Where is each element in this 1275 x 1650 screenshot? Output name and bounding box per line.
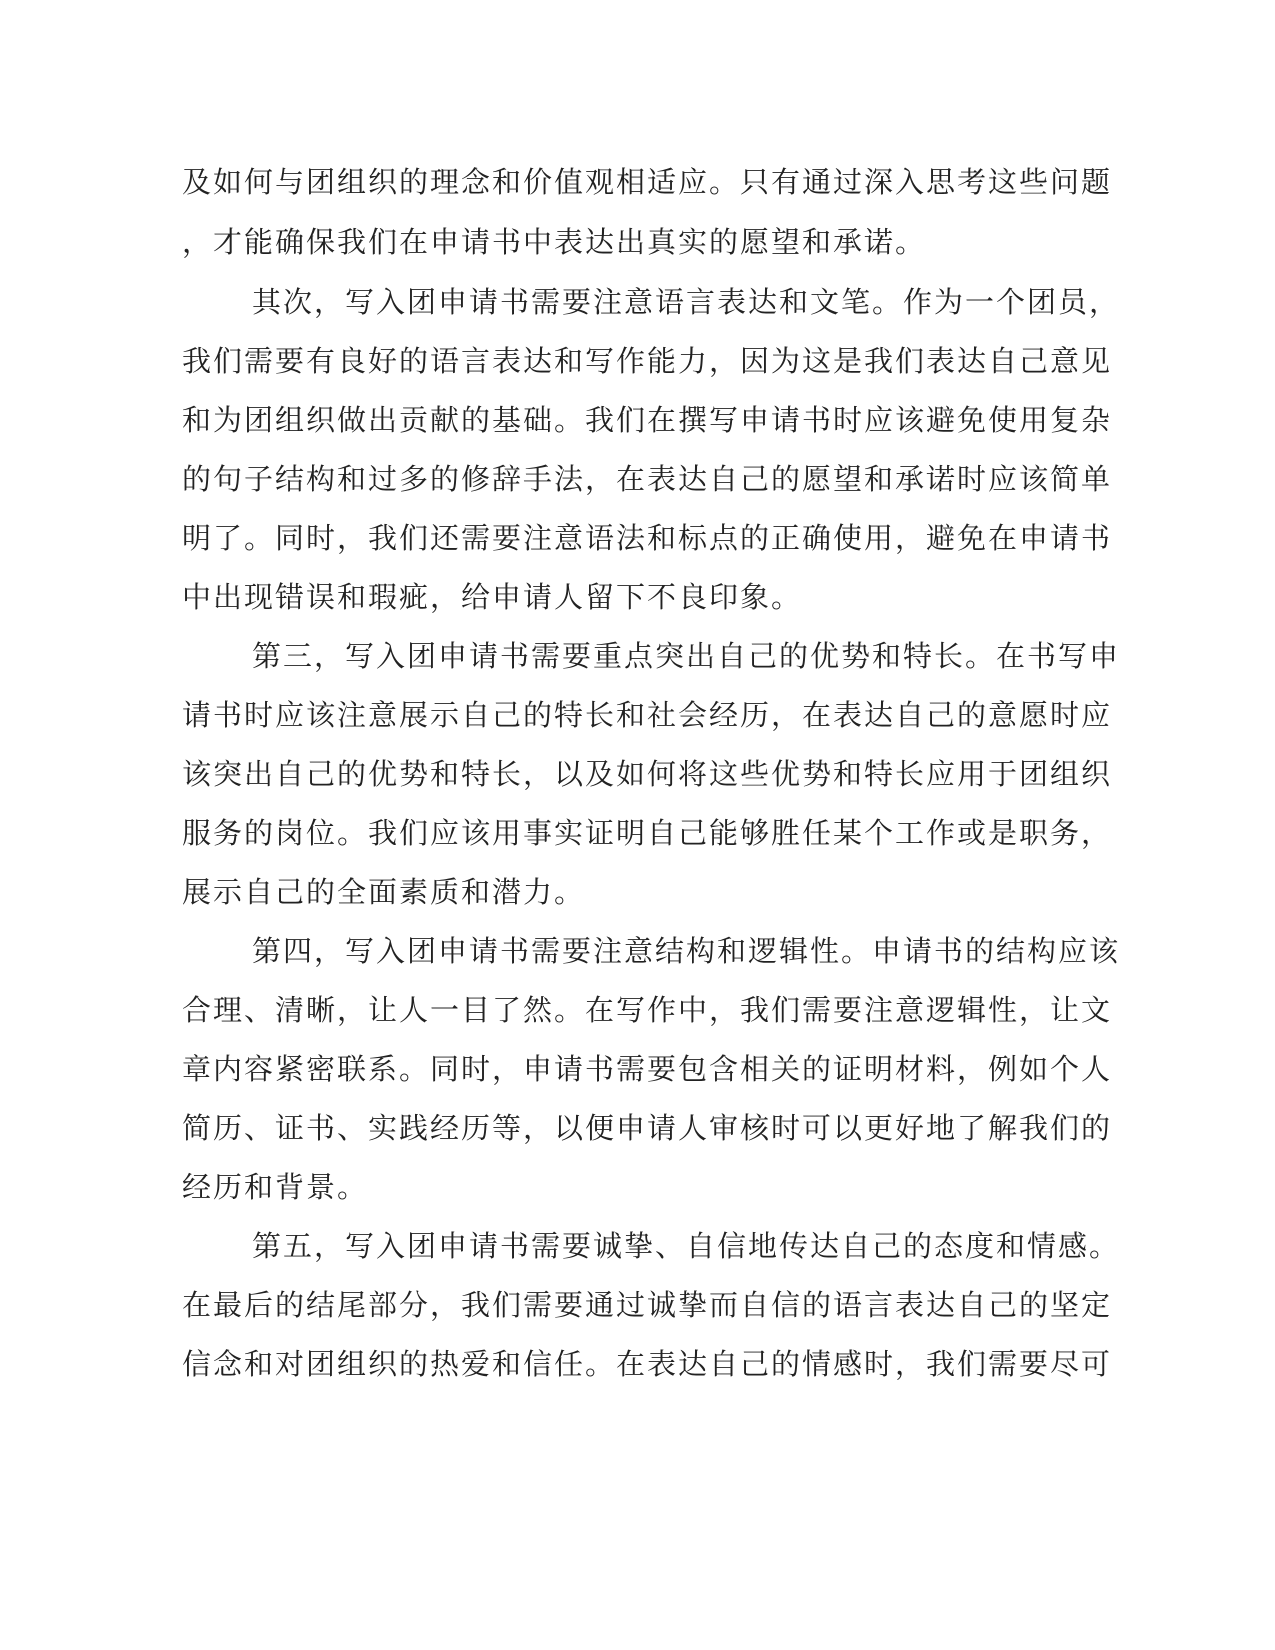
text-line: 在最后的结尾部分，我们需要通过诚挚而自信的语言表达自己的坚定 bbox=[182, 1288, 1113, 1322]
paragraph-start-line: 第三，写入团申请书需要重点突出自己的优势和特长。在书写申 bbox=[252, 639, 1121, 673]
text-line: 中出现错误和瑕疵，给申请人留下不良印象。 bbox=[182, 580, 803, 614]
text-line: 的句子结构和过多的修辞手法，在表达自己的愿望和承诺时应该简单 bbox=[182, 462, 1113, 496]
text-line: 该突出自己的优势和特长，以及如何将这些优势和特长应用于团组织 bbox=[182, 757, 1113, 791]
text-line: 及如何与团组织的理念和价值观相适应。只有通过深入思考这些问题 bbox=[182, 165, 1113, 199]
text-line: ，才能确保我们在申请书中表达出真实的愿望和承诺。 bbox=[182, 225, 927, 259]
text-line: 经历和背景。 bbox=[182, 1170, 369, 1204]
text-line: 明了。同时，我们还需要注意语法和标点的正确使用，避免在申请书 bbox=[182, 521, 1113, 555]
paragraph-start-line: 第四，写入团申请书需要注意结构和逻辑性。申请书的结构应该 bbox=[252, 934, 1121, 968]
text-line: 章内容紧密联系。同时，申请书需要包含相关的证明材料，例如个人 bbox=[182, 1052, 1113, 1086]
text-line: 服务的岗位。我们应该用事实证明自己能够胜任某个工作或是职务， bbox=[182, 816, 1113, 850]
text-line: 展示自己的全面素质和潜力。 bbox=[182, 875, 586, 909]
text-line: 合理、清晰，让人一目了然。在写作中，我们需要注意逻辑性，让文 bbox=[182, 993, 1113, 1027]
text-line: 请书时应该注意展示自己的特长和社会经历，在表达自己的意愿时应 bbox=[182, 698, 1113, 732]
text-line: 简历、证书、实践经历等，以便申请人审核时可以更好地了解我们的 bbox=[182, 1111, 1113, 1145]
text-line: 和为团组织做出贡献的基础。我们在撰写申请书时应该避免使用复杂 bbox=[182, 403, 1113, 437]
text-line: 信念和对团组织的热爱和信任。在表达自己的情感时，我们需要尽可 bbox=[182, 1347, 1113, 1381]
text-line: 我们需要有良好的语言表达和写作能力，因为这是我们表达自己意见 bbox=[182, 344, 1113, 378]
paragraph-start-line: 第五，写入团申请书需要诚挚、自信地传达自己的态度和情感。 bbox=[252, 1229, 1121, 1263]
paragraph-start-line: 其次，写入团申请书需要注意语言表达和文笔。作为一个团员， bbox=[252, 285, 1121, 319]
